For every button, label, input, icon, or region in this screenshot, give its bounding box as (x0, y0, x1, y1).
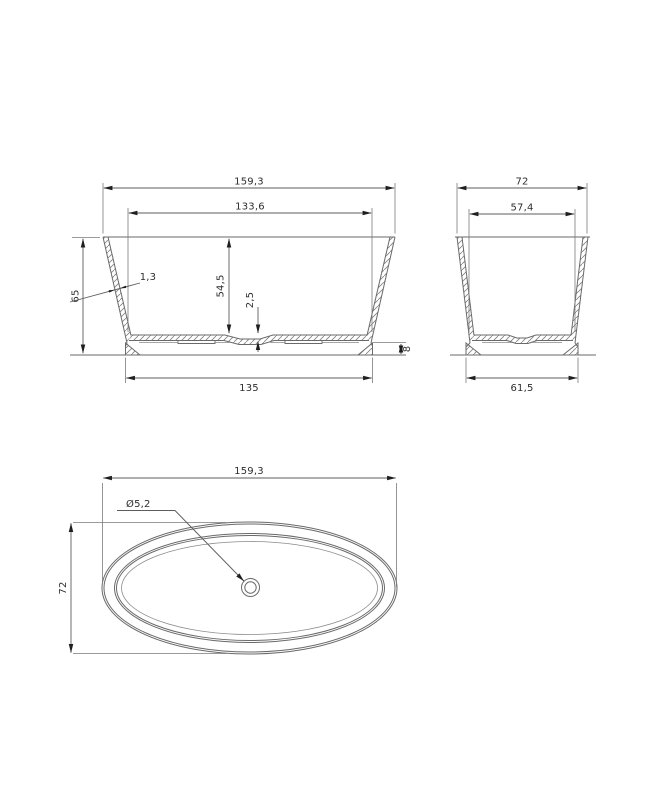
front-right-wall-hatch (367, 237, 395, 343)
side-left-wall-hatch (457, 237, 474, 343)
front-base-height-label: 8 (402, 345, 413, 353)
side-view-dimensions (457, 177, 587, 395)
front-right-wall-outer (371, 237, 395, 343)
top-view-dimensions (58, 466, 397, 654)
top-width-label: 72 (58, 581, 69, 595)
front-depth-label: 54,5 (215, 274, 227, 298)
side-right-wall-hatch (571, 237, 588, 343)
front-wall-thickness-arrow-left (109, 290, 115, 293)
front-foot-left (126, 343, 141, 355)
drain-outer-circle (242, 579, 260, 597)
front-left-wall-hatch (103, 237, 131, 343)
top-view (58, 466, 397, 654)
top-basin-edge-inner (117, 536, 383, 641)
front-floor-pad-left (178, 341, 215, 344)
side-inner-width-label: 57,4 (510, 202, 534, 214)
top-length-label: 159,3 (234, 466, 264, 477)
front-floor-hatch (129, 335, 369, 345)
top-rim-outer-inner-edge (104, 524, 395, 652)
front-wall-thickness-arrow-right (120, 286, 126, 289)
front-wall-thickness-label: 1,3 (139, 272, 157, 283)
front-view-geometry (70, 237, 406, 355)
drain-inner-circle (245, 582, 256, 593)
front-right-wall-inner (367, 237, 390, 336)
side-view-geometry (450, 237, 596, 355)
top-basin-edge-outer (115, 534, 385, 643)
front-view-dimensions (70, 177, 413, 395)
front-floor-pad-right (285, 341, 322, 344)
front-inner-width-label: 133,6 (235, 201, 265, 213)
top-floor-edge (122, 542, 378, 635)
side-overall-width-label: 72 (515, 176, 529, 188)
front-foot-right (358, 343, 373, 355)
top-view-geometry (102, 522, 397, 654)
side-view (450, 177, 596, 395)
drain-diameter-label: Ø5,2 (126, 499, 151, 510)
front-height-label: 65 (70, 289, 82, 303)
side-base-width-label: 61,5 (510, 383, 534, 394)
front-overall-width-label: 159,3 (234, 176, 264, 188)
side-foot-right (563, 343, 578, 355)
side-foot-left (466, 343, 481, 355)
front-view (70, 177, 413, 395)
front-base-width-label: 135 (239, 383, 259, 394)
front-floor-thickness-label: 2,5 (245, 291, 256, 309)
